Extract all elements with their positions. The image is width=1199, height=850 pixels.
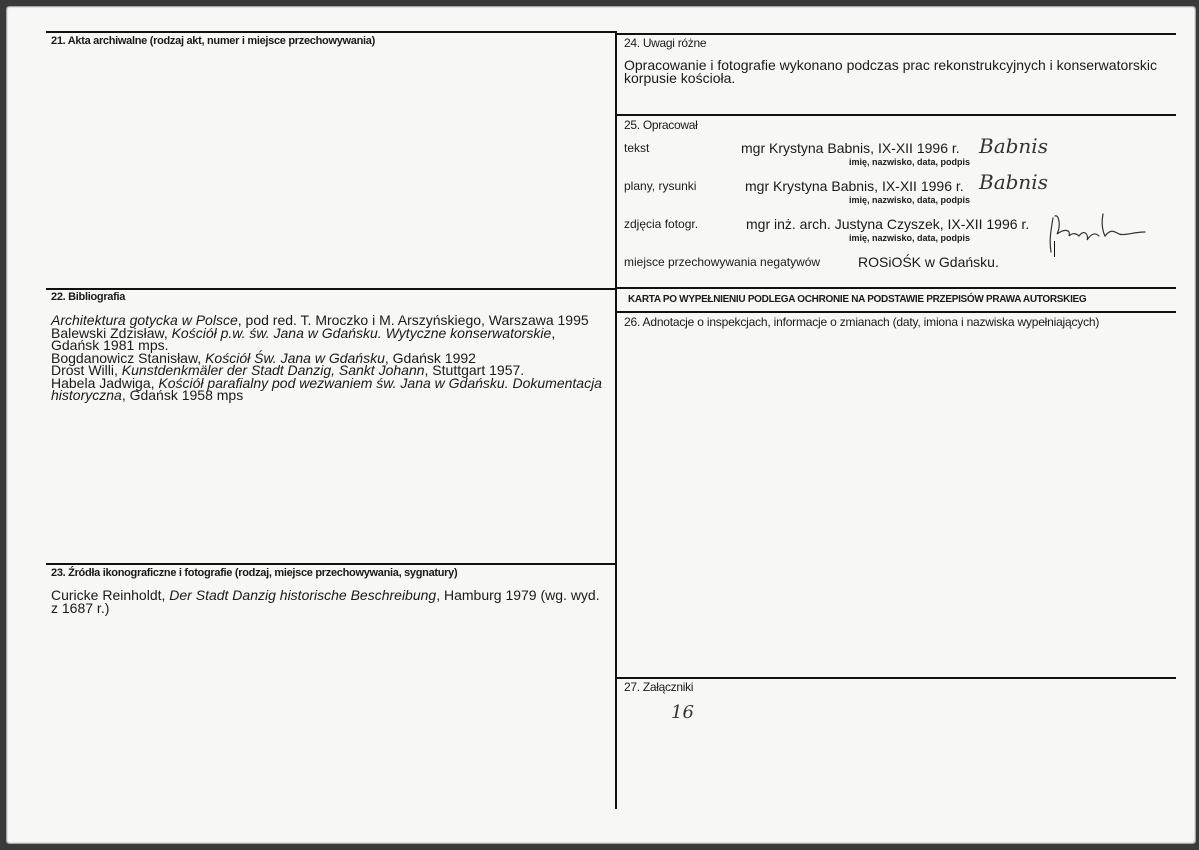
section-23-title: 23. Źródła ikonograficzne i fotografie (rodzaj, miejsce przechowywania, sygnatury)	[51, 567, 458, 579]
bibliography-text: , Stuttgart 1957.	[424, 362, 525, 378]
bibliography-line	[51, 389, 602, 402]
row-caption-tekst: imię, nazwisko, data, podpis	[849, 157, 971, 167]
attachments-count: 16	[671, 702, 694, 723]
bibliography-list	[51, 314, 602, 402]
bibliography-text: , pod red. T. Mroczko i M. Arszyński​ego, Warszawa 1995	[237, 312, 589, 328]
section-21-title: 21. Akta archiwalne (rodzaj akt, numer i miejsce przechowywania)	[51, 35, 375, 47]
top-rule-left	[46, 31, 616, 33]
section-22-title: 22. Bibliografia	[51, 291, 126, 303]
row-label-plany: plany, rysunki	[624, 179, 697, 193]
row-caption-zdjecia: imię, nazwisko, data, podpis	[849, 233, 971, 243]
section-24-title: 24. Uwagi różne	[624, 36, 707, 50]
iconography-line	[51, 589, 600, 602]
row-label-negatywy: miejsce przechowywania negatywów	[624, 255, 821, 269]
copyright-notice: KARTA PO WYPEŁNIENIU PODLEGA OCHRONIE NA PODSTAWIE PRZEPISÓW PRAWA AUTORSKIEG	[628, 294, 1087, 305]
bibliography-text: Habela Jadwiga,	[51, 374, 159, 391]
remarks-line-1: Opracowanie i fotografie wykonano podczas prac rekonstrukcyjnych i konserwatorskic	[624, 57, 1158, 73]
row-label-tekst: tekst	[624, 141, 650, 155]
bibliography-text: Kościół Św. Jana w Gdańsku	[205, 349, 385, 366]
bibliography-text: ,	[551, 324, 556, 341]
bibliography-text: Architektura gotycka w Polsce	[51, 312, 238, 328]
iconography-list	[51, 589, 600, 614]
remarks-line-2: korpusie kościoła.	[624, 69, 736, 86]
bibliography-text: Kościół parafialny pod wezwaniem św. Jana w Gdańsku. Dokumentacja	[158, 374, 602, 391]
bibliography-text: , Gdańsk 1958 mps	[121, 387, 244, 403]
row-value-tekst: mgr Krystyna Babnis, IX-XII 1996 r.	[741, 140, 960, 156]
bibliography-text: historyczna	[51, 387, 122, 403]
row-value-negatywy: ROSiOŚK w Gdańsku.	[858, 254, 999, 270]
document-page	[6, 6, 1196, 844]
bibliography-text: Gdańsk 1981 mps.	[51, 337, 169, 353]
iconography-text: Curicke Reinholdt,	[51, 587, 170, 603]
iconography-line	[51, 599, 600, 616]
bibliography-text: Bogdanowicz Stanisław,	[51, 349, 206, 366]
rule-s27	[616, 677, 1176, 679]
iconography-text: , Hamburg 1979 (wg. wyd.	[436, 587, 600, 603]
rule-s26	[616, 311, 1176, 313]
signature-czyszek	[1041, 206, 1151, 256]
iconography-text: Der Stadt Danzig historische Beschreibung	[169, 587, 437, 603]
rule-notice	[616, 287, 1176, 289]
signature-tekst: Babnis	[979, 134, 1048, 158]
center-divider	[615, 31, 617, 809]
row-caption-plany: imię, nazwisko, data, podpis	[849, 195, 971, 205]
bibliography-text: Drost Willi,	[51, 362, 122, 378]
top-rule-right	[616, 33, 1176, 35]
section-25-title: 25. Opracował	[624, 118, 698, 132]
signature-plany: Babnis	[979, 170, 1048, 194]
section-26-title: 26. Adnotacje o inspekcjach, informacje o zmianach (daty, imiona i nazwiska wypełniających)	[624, 315, 1100, 329]
row-value-zdjecia: mgr inż. arch. Justyna Czyszek, IX-XII 1996 r.	[746, 216, 1030, 232]
row-label-zdjecia: zdjęcia fotogr.	[624, 217, 699, 231]
remarks-text	[624, 59, 1157, 84]
bibliography-text: Kunstdenkmäler der Stadt Danzig, Sankt Johann	[121, 362, 425, 378]
rule-s25	[616, 114, 1176, 116]
bibliography-text: Kościół p.w. św. Jana w Gdańsku. Wytyczne konserwatorskie	[171, 324, 552, 341]
bibliography-text: Balewski Zdzisław,	[51, 324, 172, 341]
row-value-plany: mgr Krystyna Babnis, IX-XII 1996 r.	[745, 178, 964, 194]
section-27-title: 27. Załączniki	[624, 680, 694, 694]
bibliography-text: , Gdańsk 1992	[384, 349, 476, 366]
rule-s22	[46, 288, 616, 290]
rule-s23	[46, 563, 616, 565]
iconography-text: z 1687 r.)	[51, 599, 110, 616]
